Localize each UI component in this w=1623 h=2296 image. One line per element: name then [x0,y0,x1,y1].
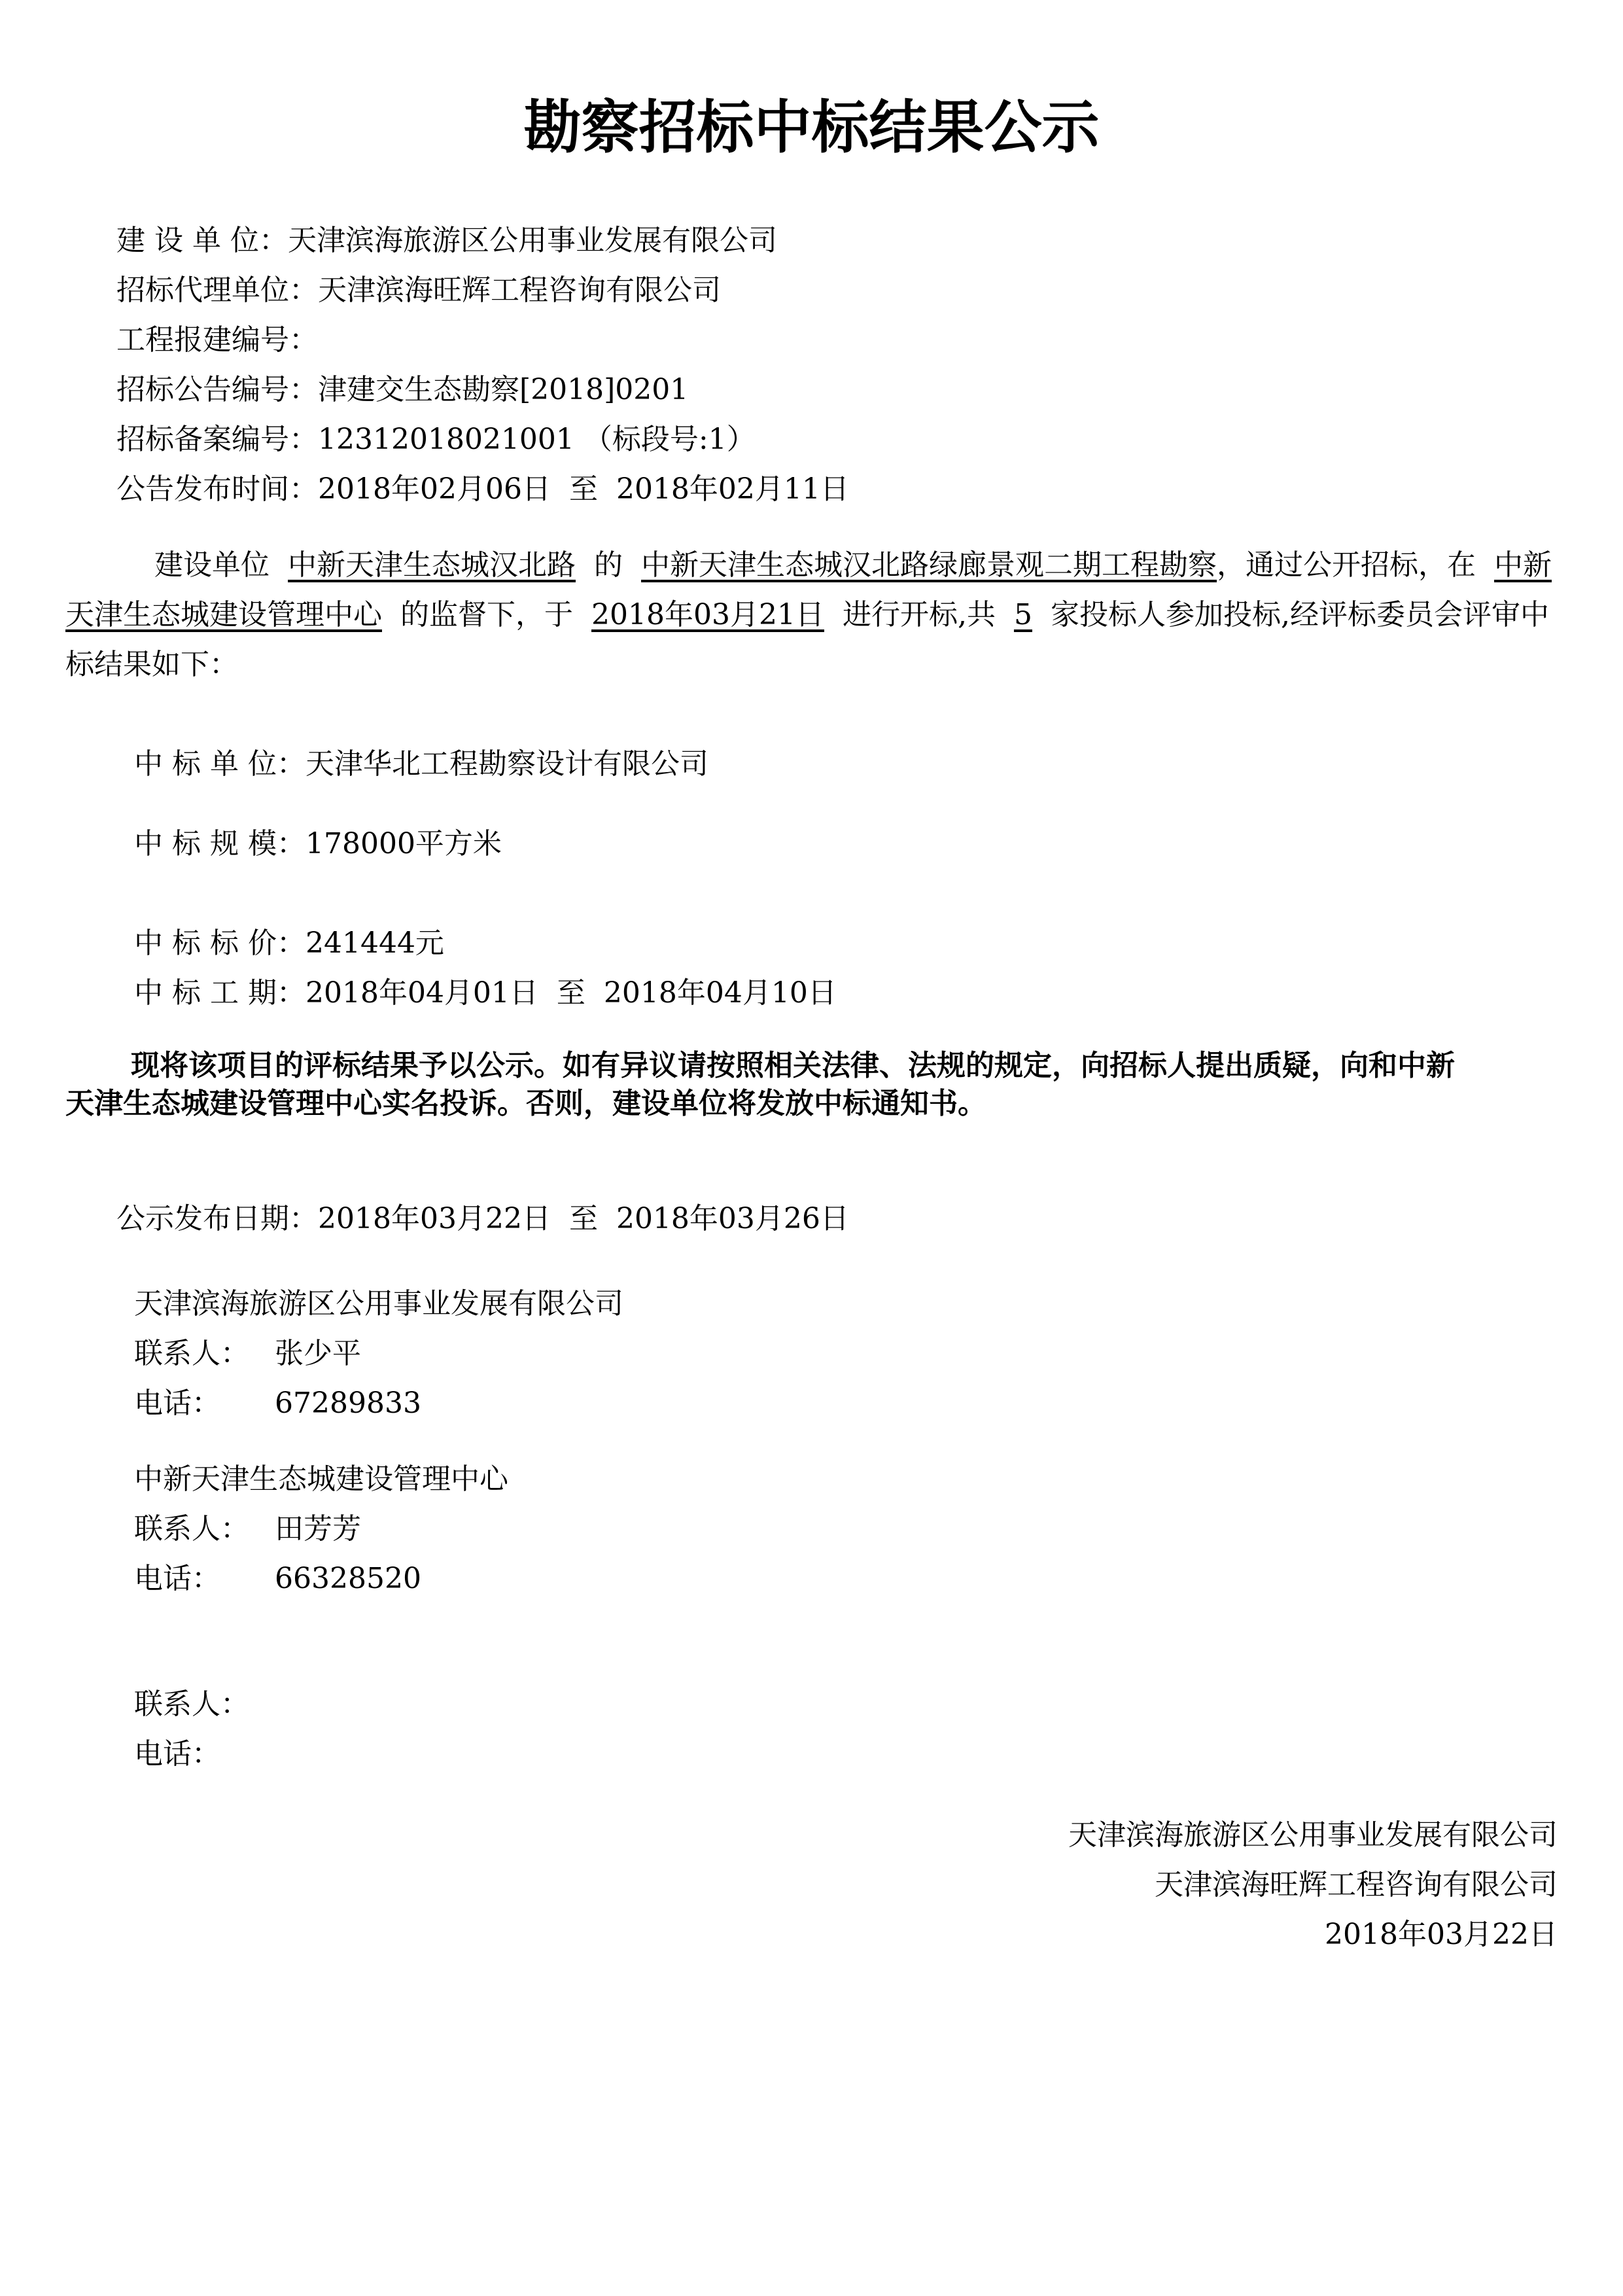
publish-start: 2018年02月06日 [318,472,551,506]
price-label: 中 标 标 价： [134,927,305,960]
price-row [134,925,444,962]
contact-1-phone-label: 电话： [134,1386,220,1420]
supervisor-name: 中新天津生态城建设管理中心 [65,548,1552,631]
contact-1-phone: 67289833 [275,1386,421,1420]
agency-row [116,272,721,309]
publicity-row [116,1201,849,1237]
publish-to: 至 [568,472,598,506]
signature-org-2: 天津滨海旺辉工程咨询有限公司 [1155,1868,1558,1901]
period-label: 中 标 工 期： [134,976,305,1010]
announcement-paragraph [65,540,1563,690]
period-start: 2018年04月01日 [305,976,538,1010]
construction-unit-row [116,222,777,259]
publish-time-label: 公告发布时间： [116,472,318,506]
contact-2-phone-label: 电话： [134,1562,220,1595]
publicity-start: 2018年03月22日 [318,1202,551,1235]
contact-2-org: 中新天津生态城建设管理中心 [134,1462,508,1496]
project-no-row [116,322,318,359]
winner-label: 中 标 单 位： [134,747,305,781]
contact-1-person: 张少平 [275,1337,361,1370]
publicity-label: 公示发布日期： [116,1202,318,1235]
scale-row [134,826,502,862]
announcement-no-value: 津建交生态勘察[2018]0201 [318,373,689,406]
contact-1-org: 天津滨海旅游区公用事业发展有限公司 [134,1287,623,1320]
publish-end: 2018年02月11日 [616,472,849,506]
extra-contact-phone-label: 电话： [134,1737,220,1771]
signature-date: 2018年03月22日 [1325,1918,1558,1951]
period-end: 2018年04月10日 [603,976,837,1010]
period-to: 至 [556,976,585,1010]
agency-value: 天津滨海旺辉工程咨询有限公司 [318,274,721,307]
contact-1-phone-row [134,1385,421,1422]
objection-notice: 现将该项目的评标结果予以公示。如有异议请按照相关法律、法规的规定，向招标人提出质疑，向和中新天津生态城建设管理中心实名投诉。否则，建设单位将发放中标通知书。 [65,1049,1455,1120]
scale-value: 178000平方米 [305,827,502,860]
contact-2-phone: 66328520 [275,1562,421,1595]
extra-contact-person-label: 联系人： [134,1687,249,1721]
paragraph-text-4: 的监督下，于 [400,598,573,631]
announcement-no-label: 招标公告编号： [116,373,318,406]
filing-no-row [116,421,756,458]
winner-row [134,746,708,783]
publish-time-row [116,471,849,508]
paragraph-text-5: 进行开标,共 [842,598,996,631]
paragraph-text-3: ，通过公开招标，在 [1217,548,1476,582]
contact-1-person-row [134,1335,361,1372]
contact-2-person-row [134,1511,361,1547]
paragraph-text-1: 建设单位 [154,548,270,582]
publicity-to: 至 [568,1202,598,1235]
scale-label: 中 标 规 模： [134,827,305,860]
paragraph-text-2: 的 [594,548,623,582]
publicity-end: 2018年03月26日 [616,1202,849,1235]
period-row [134,975,837,1012]
owner-name: 中新天津生态城汉北路 [288,548,576,582]
contact-2-person-label: 联系人： [134,1512,249,1545]
contact-2-phone-row [134,1561,421,1597]
project-no-label: 工程报建编号： [116,323,318,357]
bidder-count: 5 [1013,598,1032,631]
announcement-no-row [116,372,688,408]
price-value: 241444元 [305,927,444,960]
winner-value: 天津华北工程勘察设计有限公司 [305,747,708,781]
filing-no-value: 12312018021001 （标段号:1） [318,423,756,456]
open-date: 2018年03月21日 [591,598,824,631]
contact-2-person: 田芳芳 [275,1512,361,1545]
construction-unit-label: 建 设 单 位： [116,224,288,257]
project-name: 中新天津生态城汉北路绿廊景观二期工程勘察 [641,548,1217,582]
filing-no-label: 招标备案编号： [116,423,318,456]
contact-1-person-label: 联系人： [134,1337,249,1370]
paragraph-text-6: 家投标人参加投标,经评标委员会评审中标结果如下： [65,598,1549,681]
page-title: 勘察招标中标结果公示 [523,94,1100,161]
signature-org-1: 天津滨海旅游区公用事业发展有限公司 [1068,1818,1558,1852]
construction-unit-value: 天津滨海旅游区公用事业发展有限公司 [287,224,777,257]
agency-label: 招标代理单位： [116,274,318,307]
